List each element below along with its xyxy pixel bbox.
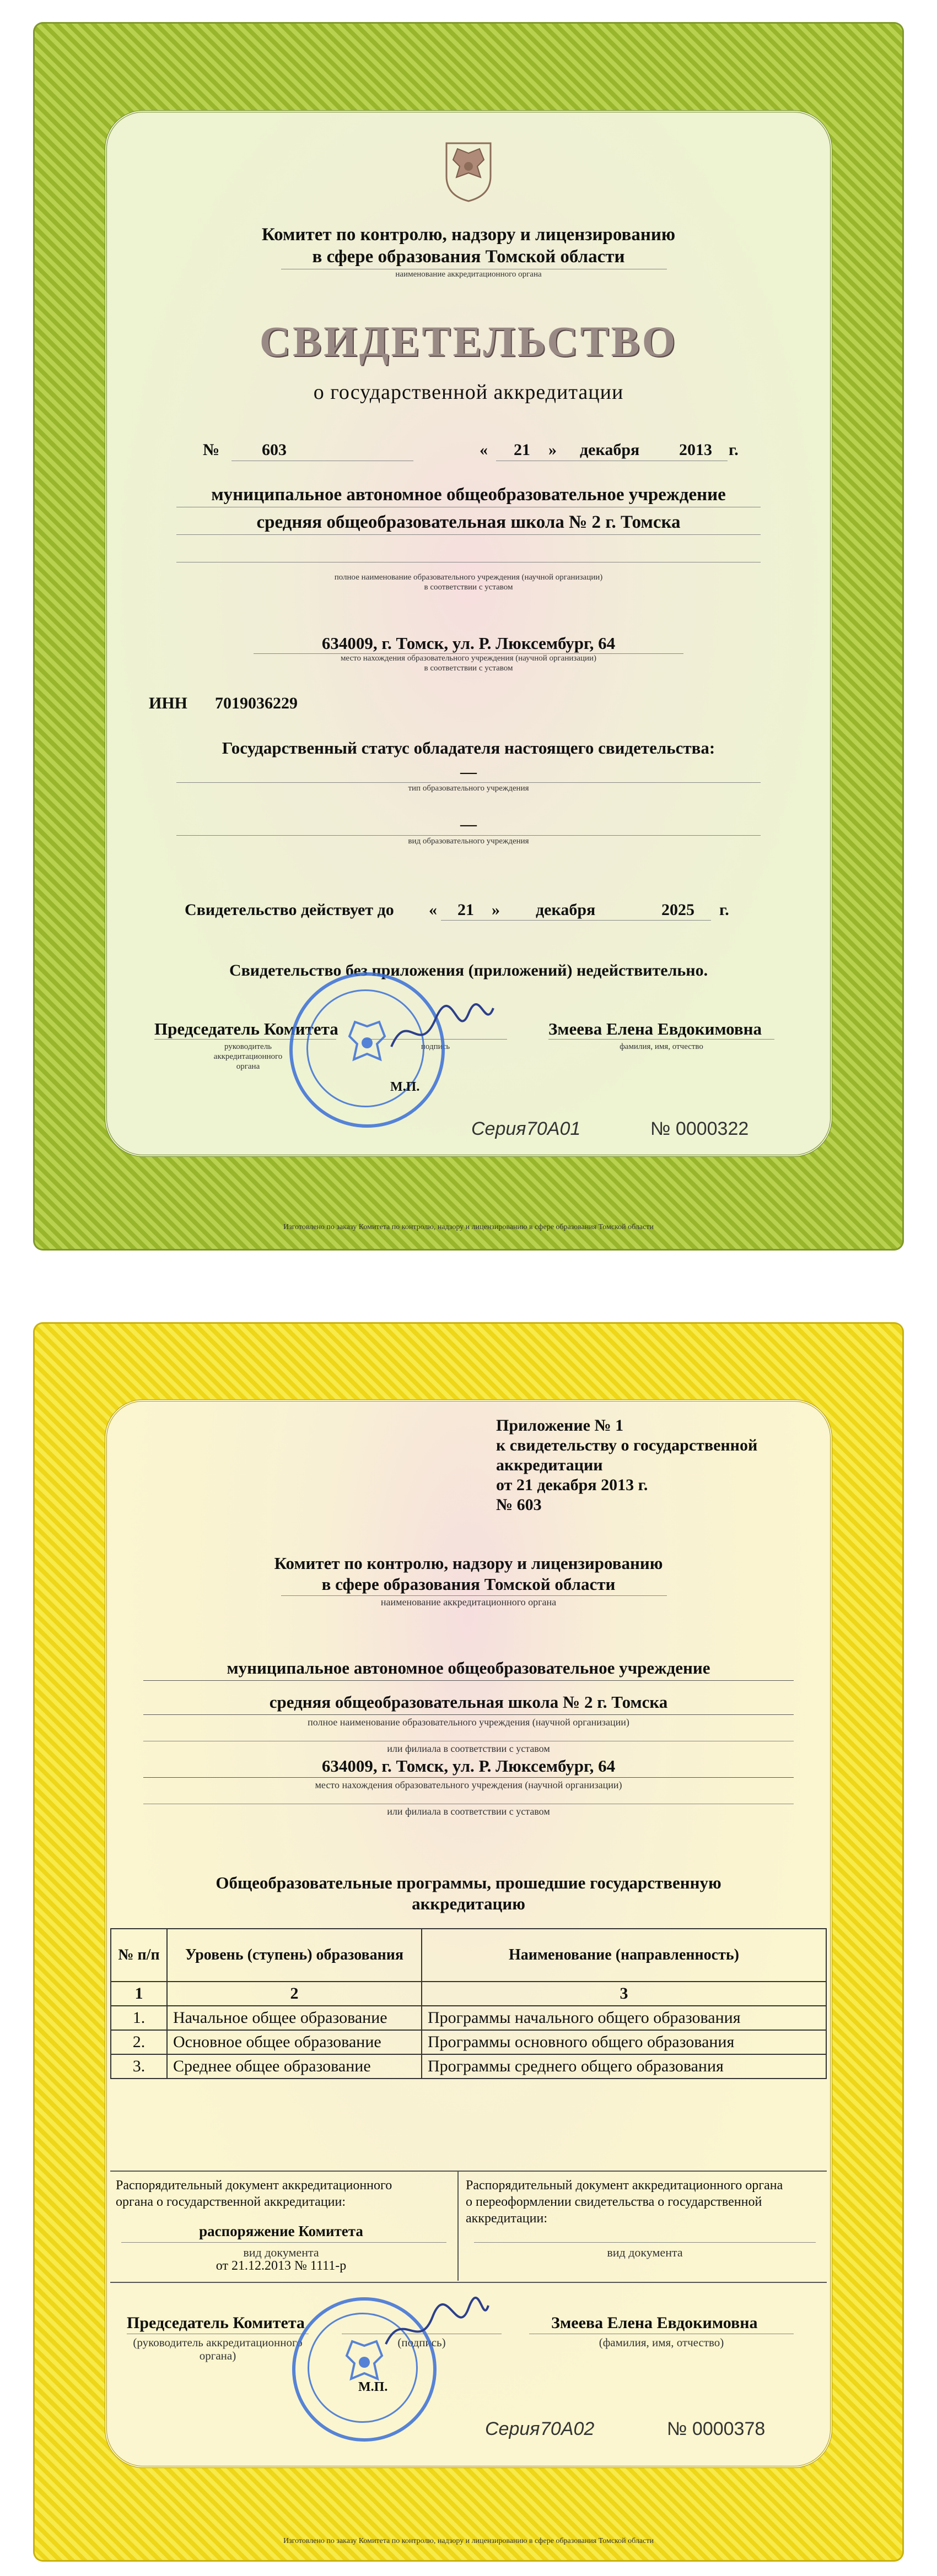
table-header-level: Уровень (ступень) образования bbox=[167, 1929, 422, 1982]
appendix-address-underline bbox=[143, 1777, 794, 1778]
documents-divider bbox=[457, 2171, 459, 2281]
appendix-seal-mp: М.П. bbox=[358, 2380, 388, 2394]
appendix-chair-caption: (руководитель аккредитационного bbox=[133, 2336, 303, 2349]
table-cell: 2. bbox=[111, 2030, 167, 2054]
appendix-header bbox=[496, 1416, 757, 1515]
appendix-org-line-2: средняя общеобразовательная школа № 2 г. Томска bbox=[269, 1692, 668, 1712]
table-cell: Среднее общее образование bbox=[167, 2054, 422, 2079]
table-header-row bbox=[111, 1929, 826, 1982]
inn-value: 7019036229 bbox=[215, 694, 298, 712]
appendix-issuer-line-2: в сфере образования Томской области bbox=[321, 1574, 616, 1594]
doc-right-line-1: Распорядительный документ аккредитационного органа bbox=[466, 2178, 783, 2193]
table-cell: 1. bbox=[111, 2006, 167, 2030]
inn-label: ИНН bbox=[149, 694, 188, 712]
issuer-caption: наименование аккредитационного органа bbox=[395, 270, 542, 279]
issuer-line-2: в сфере образования Томской области bbox=[312, 247, 625, 267]
org-line-2: средняя общеобразовательная школа № 2 г. Томска bbox=[256, 512, 681, 532]
table-cell: Основное общее образование bbox=[167, 2030, 422, 2054]
appendix-address: 634009, г. Томск, ул. Р. Люксембург, 64 bbox=[321, 1756, 616, 1776]
certificate-number: 603 bbox=[262, 441, 287, 459]
date-quote-close: » bbox=[548, 441, 557, 459]
table-numbering-row bbox=[111, 1982, 826, 2006]
chair-caption-3: органа bbox=[236, 1062, 260, 1071]
table-cell: Программы среднего общего образования bbox=[422, 2054, 826, 2079]
appendix-serial-number: № 0000378 bbox=[667, 2418, 766, 2439]
chair-name: Змеева Елена Евдокимовна bbox=[548, 1019, 762, 1038]
appendix-footer: Изготовлено по заказу Комитета по контролю, надзору и лицензированию в сфере образования Томской области bbox=[283, 2537, 654, 2545]
table-cell: 3. bbox=[111, 2054, 167, 2079]
date-quote-open: « bbox=[480, 441, 488, 459]
appendix-issuer-underline bbox=[281, 1595, 667, 1596]
doc-left-value: распоряжение Комитета bbox=[199, 2223, 363, 2239]
appendix-head-line-1: Приложение № 1 bbox=[496, 1416, 624, 1435]
appendix-org-caption: полное наименование образовательного учреждения (научной организации) bbox=[308, 1717, 629, 1728]
appendix-org-underline-1 bbox=[143, 1680, 794, 1681]
valid-day: 21 bbox=[457, 901, 474, 919]
appendix-branch-caption-1: или филиала в соответствии с уставом bbox=[387, 1743, 550, 1754]
institution-kind-caption: вид образовательного учреждения bbox=[408, 837, 529, 846]
appendix-head-line-2: к свидетельству о государственной bbox=[496, 1436, 758, 1454]
programs-title-2: аккредитацию bbox=[412, 1894, 525, 1913]
appendix-issuer-line-1: Комитет по контролю, надзору и лицензированию bbox=[274, 1554, 663, 1573]
table-header-number: № п/п bbox=[111, 1929, 167, 1982]
coat-of-arms-emblem bbox=[441, 138, 496, 204]
certificate-title: СВИДЕТЕЛЬСТВО bbox=[259, 317, 678, 365]
number-label: № bbox=[203, 441, 220, 459]
appendix-chair-title: Председатель Комитета bbox=[127, 2314, 305, 2332]
series-label: Серия bbox=[471, 1118, 526, 1139]
serial-number: № 0000322 bbox=[650, 1118, 749, 1139]
date-year-suffix: г. bbox=[729, 441, 739, 459]
status-label: Государственный статус обладателя настоящего свидетельства: bbox=[222, 738, 715, 757]
table-cell: 3 bbox=[422, 1982, 826, 2006]
appendix-address-caption: место нахождения образовательного учреждения (научной организации) bbox=[315, 1779, 622, 1790]
certificate-footer: Изготовлено по заказу Комитета по контролю, надзору и лицензированию в сфере образования Томской области bbox=[283, 1223, 654, 1231]
institution-type-value: — bbox=[460, 763, 477, 781]
table-cell: Программы основного общего образования bbox=[422, 2030, 826, 2054]
programs-title-1: Общеобразовательные программы, прошедшие государственную bbox=[216, 1873, 721, 1892]
chair-title: Председатель Комитета bbox=[154, 1019, 338, 1038]
signature-caption: подпись bbox=[421, 1042, 450, 1051]
table-cell: 2 bbox=[167, 1982, 422, 2006]
doc-right-caption: вид документа bbox=[607, 2245, 683, 2259]
valid-quote-close: » bbox=[492, 901, 500, 919]
appendix-branch-caption-2: или филиала в соответствии с уставом bbox=[387, 1806, 550, 1817]
date-year: 2013 bbox=[679, 441, 712, 459]
address-caption-2: в соответствии с уставом bbox=[424, 664, 513, 673]
table-row bbox=[111, 2030, 826, 2054]
appendix-series-label: Серия bbox=[485, 2418, 540, 2439]
type-underline bbox=[176, 782, 761, 783]
table-cell: Начальное общее образование bbox=[167, 2006, 422, 2030]
handwritten-signature bbox=[386, 997, 496, 1063]
seal-mp: М.П. bbox=[390, 1080, 420, 1094]
date-day: 21 bbox=[514, 441, 530, 459]
doc-left-line-1: Распорядительный документ аккредитационного bbox=[116, 2178, 392, 2193]
valid-quote-open: « bbox=[429, 901, 437, 919]
programs-table bbox=[110, 1928, 827, 2079]
series-value: 70А01 bbox=[526, 1118, 581, 1139]
appendix-org-underline-2 bbox=[143, 1714, 794, 1715]
table-row bbox=[111, 2054, 826, 2079]
appendix-series-value: 70А02 bbox=[540, 2418, 595, 2439]
doc-right-heading bbox=[466, 2177, 783, 2227]
appendix-chair-caption-2: органа) bbox=[199, 2349, 236, 2362]
appendix-chair-name: Змеева Елена Евдокимовна bbox=[551, 2314, 758, 2332]
doc-left-heading bbox=[116, 2177, 392, 2210]
appendix-org-line-1: муниципальное автономное общеобразовательное учреждение bbox=[227, 1658, 710, 1677]
valid-underline bbox=[441, 920, 711, 921]
kind-underline bbox=[176, 835, 761, 836]
table-header-name: Наименование (направленность) bbox=[422, 1929, 826, 1982]
issuer-line-1: Комитет по контролю, надзору и лицензированию bbox=[261, 225, 676, 245]
institution-kind-value: — bbox=[460, 815, 477, 834]
valid-suffix: г. bbox=[719, 901, 729, 919]
org-caption-2: в соответствии с уставом bbox=[424, 583, 513, 592]
appendix-head-line-5: № 603 bbox=[496, 1496, 542, 1514]
name-underline bbox=[548, 1039, 774, 1040]
doc-left-underline bbox=[121, 2242, 446, 2243]
doc-right-underline bbox=[474, 2242, 816, 2243]
valid-until-label: Свидетельство действует до bbox=[185, 901, 394, 919]
address-caption-1: место нахождения образовательного учреждения (научной организации) bbox=[340, 654, 597, 663]
name-caption: фамилия, имя, отчество bbox=[620, 1042, 703, 1051]
valid-month: декабря bbox=[536, 901, 596, 919]
chair-caption-1: руководитель bbox=[224, 1042, 272, 1051]
invalid-without-appendix-note: Свидетельство без приложения (приложений) недействительно. bbox=[229, 961, 708, 979]
org-line-1: муниципальное автономное общеобразовательное учреждение bbox=[211, 485, 726, 505]
org-caption-1: полное наименование образовательного учреждения (научной организации) bbox=[334, 573, 603, 582]
appendix-handwritten-signature bbox=[380, 2292, 491, 2358]
doc-left-line-2: органа о государственной аккредитации: bbox=[116, 2195, 346, 2209]
date-month: декабря bbox=[580, 441, 640, 459]
chair-caption-2: аккредитационного bbox=[213, 1052, 283, 1061]
certificate-subtitle: о государственной аккредитации bbox=[313, 381, 624, 404]
appendix-head-line-4: от 21 декабря 2013 г. bbox=[496, 1476, 648, 1494]
doc-left-caption: вид документа bbox=[243, 2245, 319, 2259]
appendix-name-caption: (фамилия, имя, отчество) bbox=[599, 2336, 724, 2349]
table-cell: Программы начального общего образования bbox=[422, 2006, 826, 2030]
table-cell: 1 bbox=[111, 1982, 167, 2006]
valid-year: 2025 bbox=[661, 901, 694, 919]
table-row bbox=[111, 2006, 826, 2030]
appendix-head-line-3: аккредитации bbox=[496, 1456, 603, 1474]
institution-type-caption: тип образовательного учреждения bbox=[408, 784, 529, 793]
doc-right-line-3: аккредитации: bbox=[466, 2211, 547, 2226]
org-underline-2 bbox=[176, 534, 761, 535]
appendix-issuer-caption: наименование аккредитационного органа bbox=[380, 1597, 557, 1608]
doc-right-line-2: о переоформлении свидетельства о государственной bbox=[466, 2195, 762, 2209]
doc-left-date: от 21.12.2013 № 1111-р bbox=[216, 2259, 347, 2273]
appendix-page bbox=[33, 1322, 904, 2562]
org-address: 634009, г. Томск, ул. Р. Люксембург, 64 bbox=[321, 634, 616, 653]
certificate-page bbox=[33, 22, 904, 1251]
appendix-signature-caption: (подпись) bbox=[397, 2336, 446, 2349]
